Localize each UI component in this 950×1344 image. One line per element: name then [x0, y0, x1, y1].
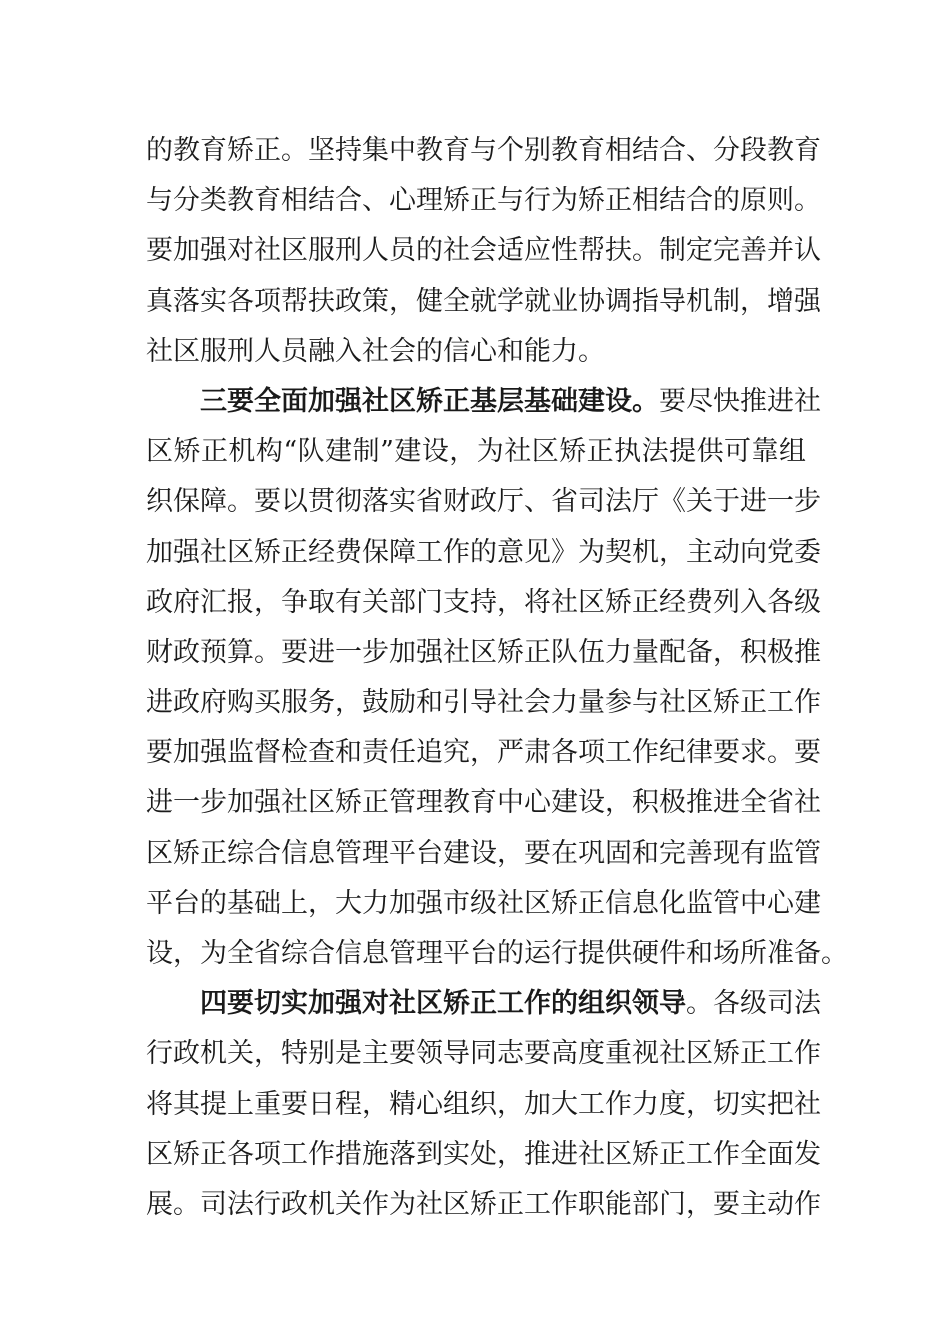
p1-line: 真落实各项帮扶政策，健全就学就业协调指导机制，增强	[146, 285, 821, 317]
p3-line: 行政机关，特别是主要领导同志要高度重视社区矫正工作	[146, 1038, 821, 1070]
p3-line: 区矫正各项工作措施落到实处，推进社区矫正工作全面发	[146, 1138, 821, 1170]
p3-first-rest: 。各级司法	[686, 988, 821, 1020]
p1-line: 与分类教育相结合、心理矫正与行为矫正相结合的原则。	[146, 185, 821, 217]
p2-line: 进政府购买服务，鼓励和引导社会力量参与社区矫正工作	[146, 687, 821, 719]
p1-line: 要加强对社区服刑人员的社会适应性帮扶。制定完善并认	[146, 235, 821, 267]
p2-line: 区矫正综合信息管理平台建设，要在巩固和完善现有监管	[146, 837, 821, 869]
p2-line: 政府汇报，争取有关部门支持，将社区矫正经费列入各级	[146, 586, 821, 618]
p3-heading: 四要切实加强对社区矫正工作的组织领导	[200, 988, 686, 1020]
body-text	[146, 126, 848, 1230]
p2-line: 区矫正机构“队建制”建设，为社区矫正执法提供可靠组	[146, 436, 806, 468]
p2-first-line	[146, 377, 821, 427]
p2-line: 织保障。要以贯彻落实省财政厅、省司法厅《关于进一步	[146, 486, 821, 518]
p2-line: 进一步加强社区矫正管理教育中心建设，积极推进全省社	[146, 787, 821, 819]
p2-line: 加强社区矫正经费保障工作的意见》为契机，主动向党委	[146, 536, 821, 568]
p3-line: 展。司法行政机关作为社区矫正工作职能部门，要主动作	[146, 1188, 821, 1220]
p1-line: 的教育矫正。坚持集中教育与个别教育相结合、分段教育	[146, 135, 821, 166]
p2-line: 财政预算。要进一步加强社区矫正队伍力量配备，积极推	[146, 636, 821, 668]
p2-line: 要加强监督检查和责任追究，严肃各项工作纪律要求。要	[146, 737, 821, 769]
p1-line: 社区服刑人员融入社会的信心和能力。	[146, 335, 605, 367]
p2-first-rest: 要尽快推进社	[659, 385, 821, 417]
p2-heading: 三要全面加强社区矫正基层基础建设。	[200, 385, 659, 417]
p3-first-line	[146, 979, 821, 1029]
p2-line: 平台的基础上，大力加强市级社区矫正信息化监管中心建	[146, 887, 821, 919]
p3-line: 将其提上重要日程，精心组织，加大工作力度，切实把社	[146, 1088, 821, 1120]
p2-line: 设，为全省综合信息管理平台的运行提供硬件和场所准备。	[146, 938, 848, 969]
